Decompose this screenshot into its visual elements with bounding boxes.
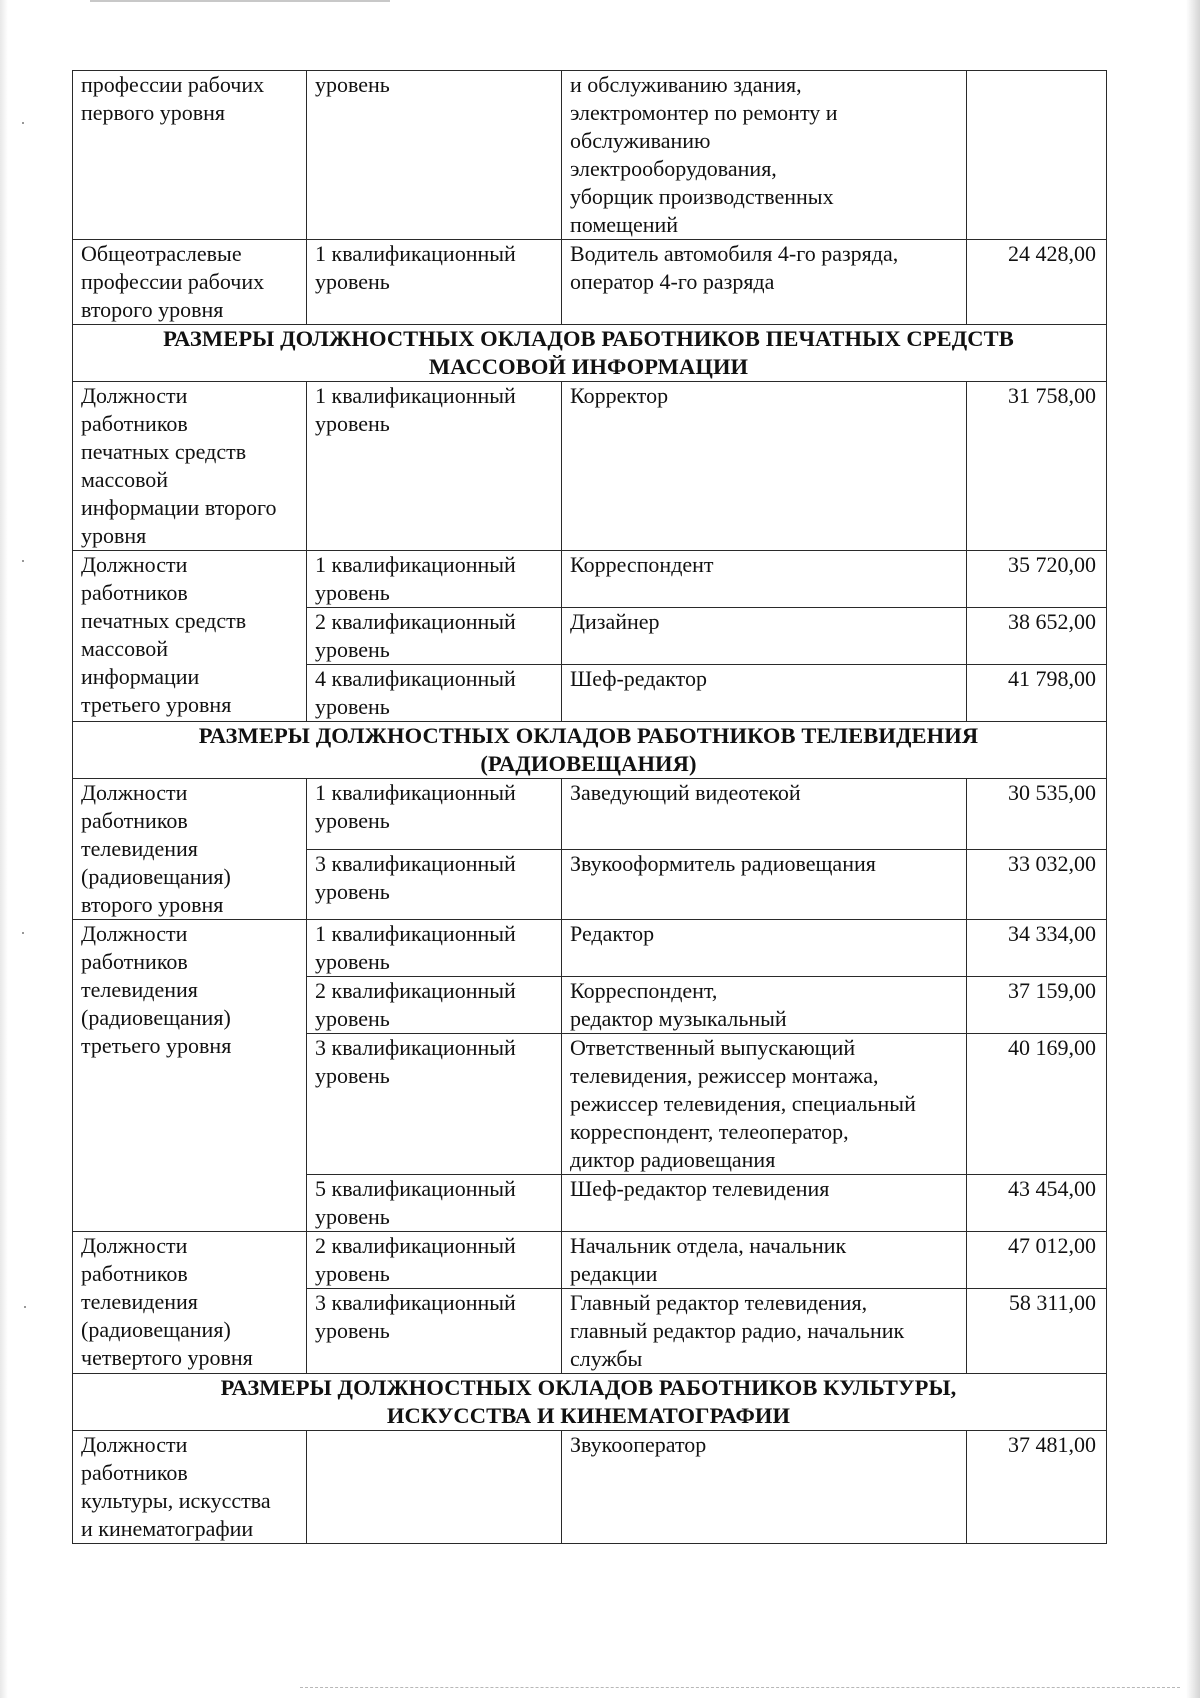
text-line: РАЗМЕРЫ ДОЛЖНОСТНЫХ ОКЛАДОВ РАБОТНИКОВ ТЕЛЕВИДЕНИЯ: [198, 723, 979, 748]
level-cell: [307, 240, 562, 325]
text-line: Должности: [81, 921, 188, 946]
positions-cell: [562, 1232, 967, 1289]
text-line: профессии рабочих: [81, 269, 265, 294]
positions-cell: [562, 240, 967, 325]
text-line: (радиовещания): [81, 1317, 231, 1342]
text-line: ИСКУССТВА И КИНЕМАТОГРАФИИ: [386, 1403, 791, 1428]
group-cell: [73, 779, 307, 920]
salary-cell: 31 758,00: [967, 382, 1107, 551]
text-line: второго уровня: [81, 297, 224, 322]
scan-bottom-mark: [300, 1687, 1180, 1690]
text-line: телевидения: [81, 1289, 198, 1314]
text-line: МАССОВОЙ ИНФОРМАЦИИ: [428, 354, 749, 379]
text-line: уборщик производственных: [570, 184, 834, 209]
salary-cell: 37 481,00: [967, 1431, 1107, 1544]
text-line: корреспондент, телеоператор,: [570, 1119, 849, 1144]
text-line: печатных средств: [81, 439, 247, 464]
text-line: 1 квалификационный: [315, 780, 516, 805]
text-line: второго уровня: [81, 892, 224, 917]
text-line: первого уровня: [81, 100, 226, 125]
text-line: 4 квалификационный: [315, 666, 516, 691]
positions-cell: [562, 71, 967, 240]
text-line: уровень: [315, 1204, 390, 1229]
text-line: уровень: [315, 1261, 390, 1286]
text-line: режиссер телевидения, специальный: [570, 1091, 916, 1116]
group-cell: [73, 551, 307, 722]
text-line: Общеотраслевые: [81, 241, 242, 266]
level-cell: [307, 849, 562, 920]
text-line: Ответственный выпускающий: [570, 1035, 856, 1060]
text-line: Заведующий видеотекой: [570, 780, 801, 805]
text-line: уровень: [315, 411, 390, 436]
text-line: третьего уровня: [81, 692, 232, 717]
text-line: Начальник отдела, начальник: [570, 1233, 847, 1258]
text-line: Водитель автомобиля 4-го разряда,: [570, 241, 899, 266]
scan-dot: [22, 560, 24, 562]
level-cell: [307, 382, 562, 551]
salary-cell: 43 454,00: [967, 1175, 1107, 1232]
positions-cell: [562, 665, 967, 722]
level-cell: [307, 920, 562, 977]
text-line: Должности: [81, 1432, 188, 1457]
level-cell: [307, 665, 562, 722]
positions-cell: [562, 382, 967, 551]
level-cell: [307, 1431, 562, 1544]
positions-cell: [562, 1289, 967, 1374]
text-line: Должности: [81, 383, 188, 408]
salary-table-body: [73, 71, 1107, 1544]
text-line: диктор радиовещания: [570, 1147, 776, 1172]
text-line: уровень: [315, 808, 390, 833]
positions-cell: [562, 1034, 967, 1175]
section-title: [73, 325, 1107, 382]
scan-top-mark: [90, 0, 390, 2]
text-line: и кинематографии: [81, 1516, 254, 1541]
text-line: уровень: [315, 1318, 390, 1343]
salary-cell: 30 535,00: [967, 779, 1107, 850]
section-title: [73, 722, 1107, 779]
text-line: телевидения: [81, 977, 198, 1002]
group-cell: [73, 71, 307, 240]
level-cell: [307, 1232, 562, 1289]
section-header-row: [73, 1374, 1107, 1431]
scan-dot: [22, 932, 24, 934]
text-line: культуры, искусства: [81, 1488, 271, 1513]
salary-cell: 37 159,00: [967, 977, 1107, 1034]
text-line: (радиовещания): [81, 864, 231, 889]
text-line: Шеф-редактор: [570, 666, 707, 691]
positions-cell: [562, 779, 967, 850]
text-line: Корреспондент: [570, 552, 714, 577]
salary-cell: 41 798,00: [967, 665, 1107, 722]
group-cell: [73, 240, 307, 325]
text-line: уровень: [315, 580, 390, 605]
table-row: [73, 1431, 1107, 1544]
positions-cell: [562, 920, 967, 977]
text-line: массовой: [81, 636, 169, 661]
text-line: РАЗМЕРЫ ДОЛЖНОСТНЫХ ОКЛАДОВ РАБОТНИКОВ КУЛЬТУРЫ,: [220, 1375, 957, 1400]
text-line: телевидения, режиссер монтажа,: [570, 1063, 879, 1088]
text-line: Корреспондент,: [570, 978, 718, 1003]
text-line: уровень: [315, 269, 390, 294]
text-line: Должности: [81, 1233, 188, 1258]
positions-cell: [562, 977, 967, 1034]
text-line: работников: [81, 1261, 188, 1286]
text-line: Главный редактор телевидения,: [570, 1290, 868, 1315]
table-row: [73, 382, 1107, 551]
text-line: уровень: [315, 1063, 390, 1088]
text-line: электрооборудования,: [570, 156, 777, 181]
text-line: РАЗМЕРЫ ДОЛЖНОСТНЫХ ОКЛАДОВ РАБОТНИКОВ ПЕЧАТНЫХ СРЕДСТВ: [163, 326, 1014, 351]
section-title: [73, 1374, 1107, 1431]
text-line: 3 квалификационный: [315, 850, 516, 876]
scan-dot: [24, 1306, 26, 1308]
scan-left-edge: [0, 0, 8, 1698]
table-row: [73, 920, 1107, 977]
text-line: печатных средств: [81, 608, 247, 633]
table-row: [73, 71, 1107, 240]
salary-cell: 35 720,00: [967, 551, 1107, 608]
section-header-row: [73, 325, 1107, 382]
level-cell: [307, 551, 562, 608]
text-line: уровень: [315, 1006, 390, 1031]
positions-cell: [562, 849, 967, 920]
text-line: обслуживанию: [570, 128, 711, 153]
text-line: уровень: [315, 878, 390, 904]
text-line: Шеф-редактор телевидения: [570, 1176, 830, 1201]
text-line: массовой: [81, 467, 169, 492]
text-line: Корректор: [570, 383, 669, 408]
group-cell: [73, 1431, 307, 1544]
text-line: работников: [81, 808, 188, 833]
level-cell: [307, 779, 562, 850]
salary-cell: [967, 71, 1107, 240]
group-cell: [73, 1232, 307, 1374]
text-line: главный редактор радио, начальник: [570, 1318, 905, 1343]
scan-right-edge: [1186, 0, 1200, 1698]
table-row: [73, 551, 1107, 608]
text-line: уровень: [315, 72, 390, 97]
text-line: работников: [81, 411, 188, 436]
text-line: уровень: [315, 694, 390, 719]
table-row: [73, 779, 1107, 850]
group-cell: [73, 382, 307, 551]
salary-cell: 24 428,00: [967, 240, 1107, 325]
text-line: и обслуживанию здания,: [570, 72, 802, 97]
text-line: информации: [81, 664, 200, 689]
text-line: 1 квалификационный: [315, 921, 516, 946]
text-line: Должности: [81, 780, 188, 805]
text-line: редакции: [570, 1261, 658, 1286]
text-line: редактор музыкальный: [570, 1006, 787, 1031]
text-line: 2 квалификационный: [315, 609, 516, 634]
text-line: третьего уровня: [81, 1033, 232, 1058]
level-cell: [307, 1289, 562, 1374]
text-line: работников: [81, 1460, 188, 1485]
table-row: [73, 240, 1107, 325]
text-line: 1 квалификационный: [315, 552, 516, 577]
scan-dot: [22, 122, 24, 124]
salary-cell: 47 012,00: [967, 1232, 1107, 1289]
section-header-row: [73, 722, 1107, 779]
text-line: 3 квалификационный: [315, 1290, 516, 1315]
text-line: уровень: [315, 637, 390, 662]
positions-cell: [562, 608, 967, 665]
text-line: 2 квалификационный: [315, 978, 516, 1003]
salary-cell: 58 311,00: [967, 1289, 1107, 1374]
text-line: уровня: [81, 523, 147, 548]
text-line: 5 квалификационный: [315, 1176, 516, 1201]
text-line: 1 квалификационный: [315, 241, 516, 266]
text-line: профессии рабочих: [81, 72, 265, 97]
text-line: помещений: [570, 212, 679, 237]
text-line: работников: [81, 949, 188, 974]
text-line: Должности: [81, 552, 188, 577]
salary-cell: 38 652,00: [967, 608, 1107, 665]
text-line: работников: [81, 580, 188, 605]
text-line: (радиовещания): [81, 1005, 231, 1030]
salary-cell: 33 032,00: [967, 849, 1107, 920]
level-cell: [307, 1034, 562, 1175]
level-cell: [307, 1175, 562, 1232]
text-line: телевидения: [81, 836, 198, 861]
group-cell: [73, 920, 307, 1232]
text-line: электромонтер по ремонту и: [570, 100, 838, 125]
text-line: Звукооператор: [570, 1432, 707, 1457]
level-cell: [307, 977, 562, 1034]
text-line: Редактор: [570, 921, 655, 946]
positions-cell: [562, 551, 967, 608]
salary-table: [72, 70, 1107, 1544]
level-cell: [307, 608, 562, 665]
text-line: Дизайнер: [570, 609, 660, 634]
positions-cell: [562, 1431, 967, 1544]
text-line: (РАДИОВЕЩАНИЯ): [480, 751, 697, 776]
text-line: уровень: [315, 949, 390, 974]
text-line: 3 квалификационный: [315, 1035, 516, 1060]
positions-cell: [562, 1175, 967, 1232]
text-line: Звукооформитель радиовещания: [570, 850, 876, 876]
text-line: информации второго: [81, 495, 277, 520]
text-line: четвертого уровня: [81, 1345, 253, 1370]
salary-cell: 40 169,00: [967, 1034, 1107, 1175]
text-line: 1 квалификационный: [315, 383, 516, 408]
salary-cell: 34 334,00: [967, 920, 1107, 977]
table-row: [73, 1232, 1107, 1289]
level-cell: [307, 71, 562, 240]
text-line: 2 квалификационный: [315, 1233, 516, 1258]
text-line: оператор 4-го разряда: [570, 269, 775, 294]
text-line: службы: [570, 1346, 643, 1371]
